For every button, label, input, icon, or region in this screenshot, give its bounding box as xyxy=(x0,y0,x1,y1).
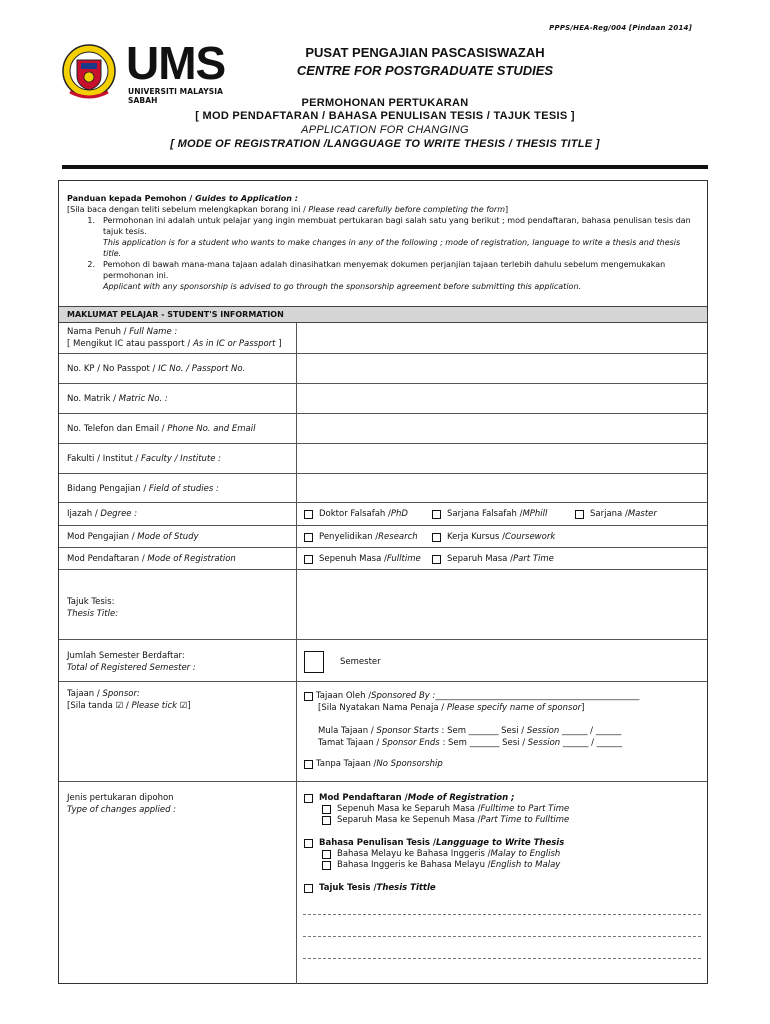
guideline-item: 2. Pemohon di bawah mana-mana tajaan adalah dinasihatkan menyemak dokumen perjanjian tajaan terlebih dahulu sebelum mengemukakan permohonan ini. Applicant with any sponsorship is advised to go through the sponsorship agreement before submitting this application. xyxy=(87,260,666,291)
change-english-to-malay-checkbox[interactable] xyxy=(322,861,331,870)
change-language-option[interactable]: Bahasa Penulisan Tesis / Langguage to Write Thesis xyxy=(304,838,564,848)
form-title-en: APPLICATION FOR CHANGING xyxy=(301,124,469,136)
sponsored-by-checkbox[interactable] xyxy=(304,692,313,701)
degree-mphil-checkbox[interactable] xyxy=(432,510,441,519)
label-phone-email: No. Telefon dan Email / Phone No. and Email xyxy=(67,424,256,434)
centre-title-ms: PUSAT PENGAJIAN PASCASISWAZAH xyxy=(305,45,545,60)
change-registration-checkbox[interactable] xyxy=(304,794,313,803)
registration-parttime-option[interactable]: Separuh Masa / Part Time xyxy=(432,554,554,564)
mode-research-option[interactable]: Penyelidikan / Research xyxy=(304,532,418,542)
row-phone-email[interactable] xyxy=(59,414,707,444)
label-registered-semester: Jumlah Semester Berdaftar: Total of Registered Semester : xyxy=(67,651,196,673)
degree-phd-option[interactable]: Doktor Falsafah / PhD xyxy=(304,509,408,519)
guidelines-intro: [Sila baca dengan teliti sebelum melengkapkan borang ini / Please read carefully before completing the form] xyxy=(67,205,509,214)
form-subtitle-ms: [ MOD PENDAFTARAN / BAHASA PENULISAN TESIS / TAJUK TESIS ] xyxy=(195,110,575,122)
row-registered-semester xyxy=(59,640,707,682)
change-parttime-to-fulltime-checkbox[interactable] xyxy=(322,816,331,825)
row-full-name[interactable] xyxy=(59,323,707,354)
change-registration-option[interactable]: Mod Pendaftaran / Mode of Registration ; xyxy=(304,793,515,803)
row-faculty[interactable] xyxy=(59,444,707,474)
new-title-line[interactable] xyxy=(303,958,701,959)
no-sponsorship-option[interactable]: Tanpa Tajaan / No Sponsorship xyxy=(304,759,443,769)
change-fulltime-to-parttime-option[interactable]: Sepenuh Masa ke Separuh Masa / Fulltime to Part Time xyxy=(322,804,569,814)
sponsored-by-option[interactable]: Tajaan Oleh / Sponsored By : ________________________________________________ xyxy=(304,691,639,701)
label-matric-number: No. Matrik / Matric No. : xyxy=(67,394,168,404)
new-title-line[interactable] xyxy=(303,936,701,937)
form-subtitle-en: [ MODE OF REGISTRATION /LANGGUAGE TO WRITE THESIS / THESIS TITLE ] xyxy=(170,138,600,150)
label-faculty: Fakulti / Institut / Faculty / Institute : xyxy=(67,454,222,464)
new-title-line[interactable] xyxy=(303,914,701,915)
label-mode-of-registration: Mod Pendaftaran / Mode of Registration xyxy=(67,554,236,564)
registration-parttime-checkbox[interactable] xyxy=(432,555,441,564)
degree-master-option[interactable]: Sarjana / Master xyxy=(575,509,657,519)
change-parttime-to-fulltime-option[interactable]: Separuh Masa ke Sepenuh Masa / Part Time to Fulltime xyxy=(322,815,569,825)
change-thesis-title-option[interactable]: Tajuk Tesis / Thesis Tittle xyxy=(304,883,436,893)
guidelines-title: Panduan kepada Pemohon / Guides to Application : xyxy=(67,194,298,203)
label-ic-number: No. KP / No Passpot / IC No. / Passport No. xyxy=(67,364,246,374)
sponsor-start-field[interactable]: Mula Tajaan / Sponsor Starts : Sem _______ Sesi / Session ______ / ______ xyxy=(318,726,622,736)
mode-research-checkbox[interactable] xyxy=(304,533,313,542)
label-full-name: Nama Penuh / Full Name : [ Mengikut IC atau passport / As in IC or Passport ] xyxy=(67,327,282,349)
change-malay-to-english-checkbox[interactable] xyxy=(322,850,331,859)
header-divider xyxy=(62,165,708,169)
label-field-of-study: Bidang Pengajian / Field of studies : xyxy=(67,484,219,494)
change-thesis-title-checkbox[interactable] xyxy=(304,884,313,893)
guideline-item: 1. Permohonan ini adalah untuk pelajar yang ingin membuat pertukaran bagi salah satu yang berikut ; mod pendaftaran, bahasa penulisan tesis dan tajuk tesis. This application is for a student who wants to make changes in any of the following ; mode of registration, language to write a thesis and thesis title. xyxy=(87,216,691,258)
semester-label: Semester xyxy=(340,657,381,667)
degree-master-checkbox[interactable] xyxy=(575,510,584,519)
registration-fulltime-checkbox[interactable] xyxy=(304,555,313,564)
row-thesis-title[interactable] xyxy=(59,570,707,640)
degree-mphil-option[interactable]: Sarjana Falsafah / MPhill xyxy=(432,509,547,519)
mode-coursework-option[interactable]: Kerja Kursus / Coursework xyxy=(432,532,555,542)
row-ic-number[interactable] xyxy=(59,354,707,384)
change-fulltime-to-parttime-checkbox[interactable] xyxy=(322,805,331,814)
label-thesis-title: Tajuk Tesis: Thesis Title: xyxy=(67,597,119,619)
form-reference-code: PPPS/HEA-Reg/004 [Pindaan 2014] xyxy=(549,24,692,32)
label-sponsor: Tajaan / Sponsor: [Sila tanda ☑ / Please tick ☑] xyxy=(67,689,191,711)
label-degree: Ijazah / Degree : xyxy=(67,509,138,519)
section-header-student-info: MAKLUMAT PELAJAR - STUDENT'S INFORMATION xyxy=(59,306,707,323)
mode-coursework-checkbox[interactable] xyxy=(432,533,441,542)
form-title-ms: PERMOHONAN PERTUKARAN xyxy=(301,97,469,109)
change-language-checkbox[interactable] xyxy=(304,839,313,848)
university-name: UNIVERSITI MALAYSIA SABAH xyxy=(128,87,224,105)
row-matric-number[interactable] xyxy=(59,384,707,414)
row-field-of-study[interactable] xyxy=(59,474,707,503)
centre-title-en: CENTRE FOR POSTGRADUATE STUDIES xyxy=(296,63,554,78)
change-malay-to-english-option[interactable]: Bahasa Melayu ke Bahasa Inggeris / Malay to English xyxy=(322,849,560,859)
guidelines xyxy=(67,193,697,292)
semester-count-input[interactable] xyxy=(304,651,324,673)
sponsor-end-field[interactable]: Tamat Tajaan / Sponsor Ends : Sem _______ Sesi / Session ______ / ______ xyxy=(318,738,623,748)
sponsor-name-hint: [Sila Nyatakan Nama Penaja / Please specify name of sponsor] xyxy=(318,703,585,713)
registration-fulltime-option[interactable]: Sepenuh Masa / Fulltime xyxy=(304,554,421,564)
no-sponsorship-checkbox[interactable] xyxy=(304,760,313,769)
label-mode-of-study: Mod Pengajian / Mode of Study xyxy=(67,532,199,542)
degree-phd-checkbox[interactable] xyxy=(304,510,313,519)
label-type-of-changes: Jenis pertukaran dipohon Type of changes applied : xyxy=(67,793,177,815)
ums-logotype: UMS xyxy=(126,37,226,89)
change-english-to-malay-option[interactable]: Bahasa Inggeris ke Bahasa Melayu / English to Malay xyxy=(322,860,560,870)
